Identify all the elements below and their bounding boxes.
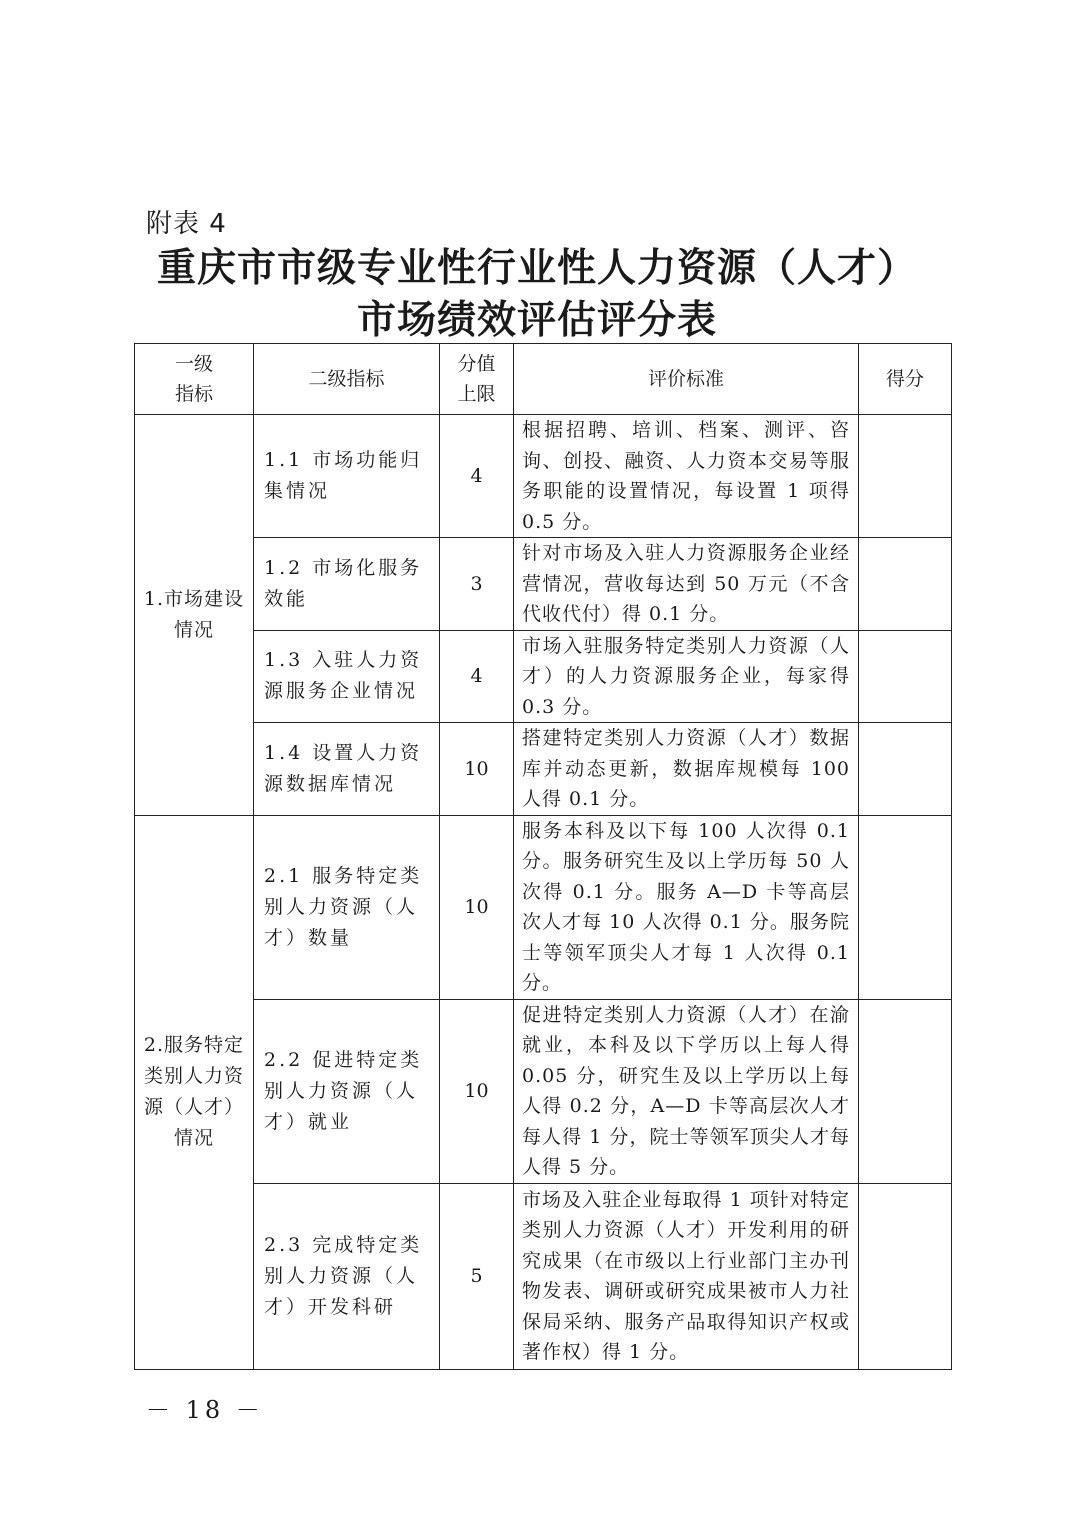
score-cell <box>859 1183 952 1369</box>
max-score-cell: 10 <box>440 723 514 816</box>
max-score-cell: 10 <box>440 999 514 1183</box>
max-score-cell: 4 <box>440 415 514 538</box>
level2-cell: 2.2 促进特定类别人力资源（人才）就业 <box>254 999 440 1183</box>
group-level1-cell: 2.服务特定类别人力资源（人才）情况 <box>135 815 254 1369</box>
level2-cell: 2.1 服务特定类别人力资源（人才）数量 <box>254 815 440 999</box>
header-criteria: 评价标准 <box>514 344 859 415</box>
score-cell <box>859 999 952 1183</box>
evaluation-score-table <box>134 343 952 1370</box>
criteria-cell: 市场及入驻企业每取得 1 项针对特定类别人力资源（人才）开发利用的研究成果（在市级以上行业部门主办刊物发表、调研或研究成果被市人力社保局采纳、服务产品取得知识产权或著作权）得 1 分。 <box>514 1183 859 1369</box>
criteria-cell: 市场入驻服务特定类别人力资源（人才）的人力资源服务企业，每家得 0.3 分。 <box>514 630 859 723</box>
table-row <box>135 815 952 999</box>
page-number: － 18 － <box>146 1396 264 1424</box>
level2-cell: 1.4 设置人力资源数据库情况 <box>254 723 440 816</box>
table-row <box>135 1183 952 1369</box>
level2-cell: 2.3 完成特定类别人力资源（人才）开发科研 <box>254 1183 440 1369</box>
criteria-cell: 针对市场及入驻人力资源服务企业经营情况，营收每达到 50 万元（不含代收代付）得 0.1 分。 <box>514 538 859 631</box>
score-cell <box>859 415 952 538</box>
table-row <box>135 538 952 631</box>
score-cell <box>859 538 952 631</box>
score-cell <box>859 815 952 999</box>
header-score: 得分 <box>859 344 952 415</box>
table-row <box>135 630 952 723</box>
table-row <box>135 723 952 816</box>
max-score-cell: 4 <box>440 630 514 723</box>
max-score-cell: 3 <box>440 538 514 631</box>
criteria-cell: 促进特定类别人力资源（人才）在渝就业，本科及以下学历以上每人得 0.05 分，研究生及以上学历以上每人得 0.2 分，A—D 卡等高层次人才每人得 1 分，院士等领军顶尖人才每人得 5 分。 <box>514 999 859 1183</box>
score-cell <box>859 630 952 723</box>
criteria-cell: 服务本科及以下每 100 人次得 0.1 分。服务研究生及以上学历每 50 人次得 0.1 分。服务 A—D 卡等高层次人才每 10 人次得 0.1 分。服务院士等领军顶尖人才每 1 人次得 0.1 分。 <box>514 815 859 999</box>
level2-cell: 1.2 市场化服务效能 <box>254 538 440 631</box>
document-title-line2: 市场绩效评估评分表 <box>356 298 717 343</box>
max-score-cell: 10 <box>440 815 514 999</box>
group-level1-cell: 1.市场建设情况 <box>135 415 254 816</box>
header-level2: 二级指标 <box>254 344 440 415</box>
score-cell <box>859 723 952 816</box>
max-score-cell: 5 <box>440 1183 514 1369</box>
criteria-cell: 根据招聘、培训、档案、测评、咨询、创投、融资、人力资本交易等服务职能的设置情况，每设置 1 项得 0.5 分。 <box>514 415 859 538</box>
header-max-score: 分值 上限 <box>440 344 514 415</box>
level2-cell: 1.3 入驻人力资源服务企业情况 <box>254 630 440 723</box>
header-level1: 一级 指标 <box>135 344 254 415</box>
document-title-line1: 重庆市市级专业性行业性人力资源（人才） <box>156 246 917 291</box>
table-row <box>135 415 952 538</box>
criteria-cell: 搭建特定类别人力资源（人才）数据库并动态更新，数据库规模每 100 人得 0.1 分。 <box>514 723 859 816</box>
level2-cell: 1.1 市场功能归集情况 <box>254 415 440 538</box>
attachment-label: 附表 4 <box>146 209 227 239</box>
table-header-row <box>135 344 952 415</box>
table-row <box>135 999 952 1183</box>
